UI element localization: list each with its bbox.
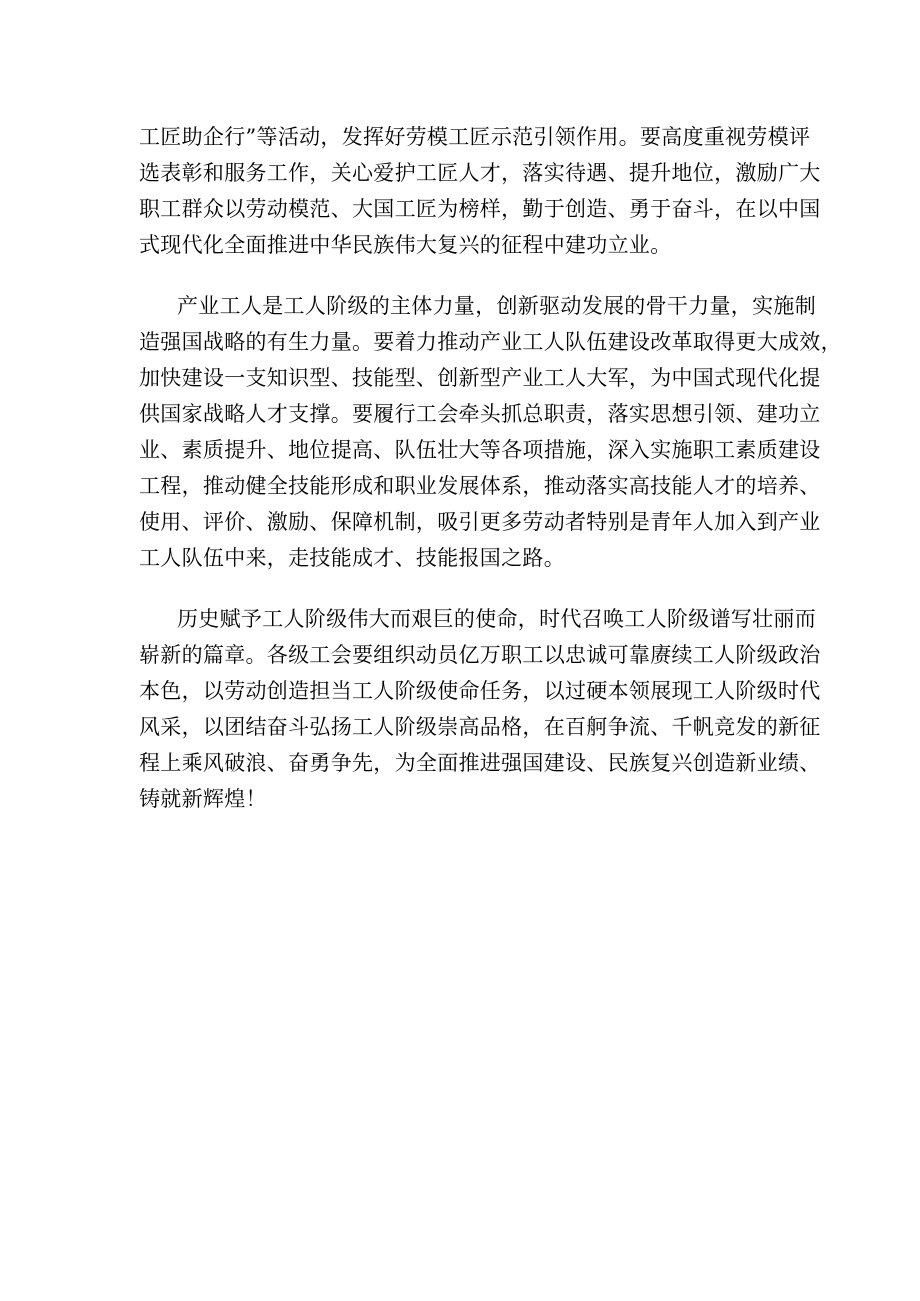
paragraph-line: 加快建设一支知识型、技能型、创新型产业工人大军，为中国式现代化提 — [139, 366, 821, 390]
paragraph-line: 工人队伍中来，走技能成才、技能报国之路。 — [139, 546, 565, 570]
paragraph-line: 供国家战略人才支撑。要履行工会牵头抓总职责，落实思想引领、建功立 — [139, 402, 821, 426]
paragraph-line: 产业工人是工人阶级的主体力量，创新驱动发展的骨干力量，实施制 — [177, 294, 816, 318]
paragraph-line: 造强国战略的有生力量。要着力推动产业工人队伍建设改革取得更大成效， — [139, 330, 842, 354]
document-body — [139, 119, 842, 817]
paragraph-line: 风采，以团结奋斗弘扬工人阶级崇高品格，在百舸争流、千帆竞发的新征 — [139, 715, 821, 739]
paragraph-line: 本色，以劳动创造担当工人阶级使命任务，以过硬本领展现工人阶级时代 — [139, 679, 821, 703]
paragraph-line: 式现代化全面推进中华民族伟大复兴的征程中建功立业。 — [139, 233, 672, 257]
paragraph-line: 使用、评价、激励、保障机制，吸引更多劳动者特别是青年人加入到产业 — [139, 510, 821, 534]
paragraph-line: 崭新的篇章。各级工会要组织动员亿万职工以忠诚可靠赓续工人阶级政治 — [139, 643, 821, 667]
paragraph-line: 历史赋予工人阶级伟大而艰巨的使命，时代召唤工人阶级谱写壮丽而 — [177, 607, 816, 631]
paragraph-line: 工程，推动健全技能形成和职业发展体系，推动落实高技能人才的培养、 — [139, 474, 821, 498]
paragraph-1 — [139, 119, 821, 263]
paragraph-line: 职工群众以劳动模范、大国工匠为榜样，勤于创造、勇于奋斗，在以中国 — [139, 197, 821, 221]
paragraph-line: 业、素质提升、地位提高、队伍壮大等各项措施，深入实施职工素质建设 — [139, 438, 821, 462]
paragraph-2 — [139, 288, 842, 576]
paragraph-3 — [139, 601, 821, 817]
paragraph-spacer — [139, 263, 791, 288]
paragraph-line: 程上乘风破浪、奋勇争先，为全面推进强国建设、民族复兴创造新业绩、 — [139, 751, 821, 775]
paragraph-line: 工匠助企行”等活动，发挥好劳模工匠示范引领作用。要高度重视劳模评 — [139, 125, 811, 149]
paragraph-spacer — [139, 576, 791, 601]
paragraph-line: 选表彰和服务工作，关心爱护工匠人才，落实待遇、提升地位，激励广大 — [139, 161, 821, 185]
paragraph-line: 铸就新辉煌！ — [139, 787, 267, 811]
